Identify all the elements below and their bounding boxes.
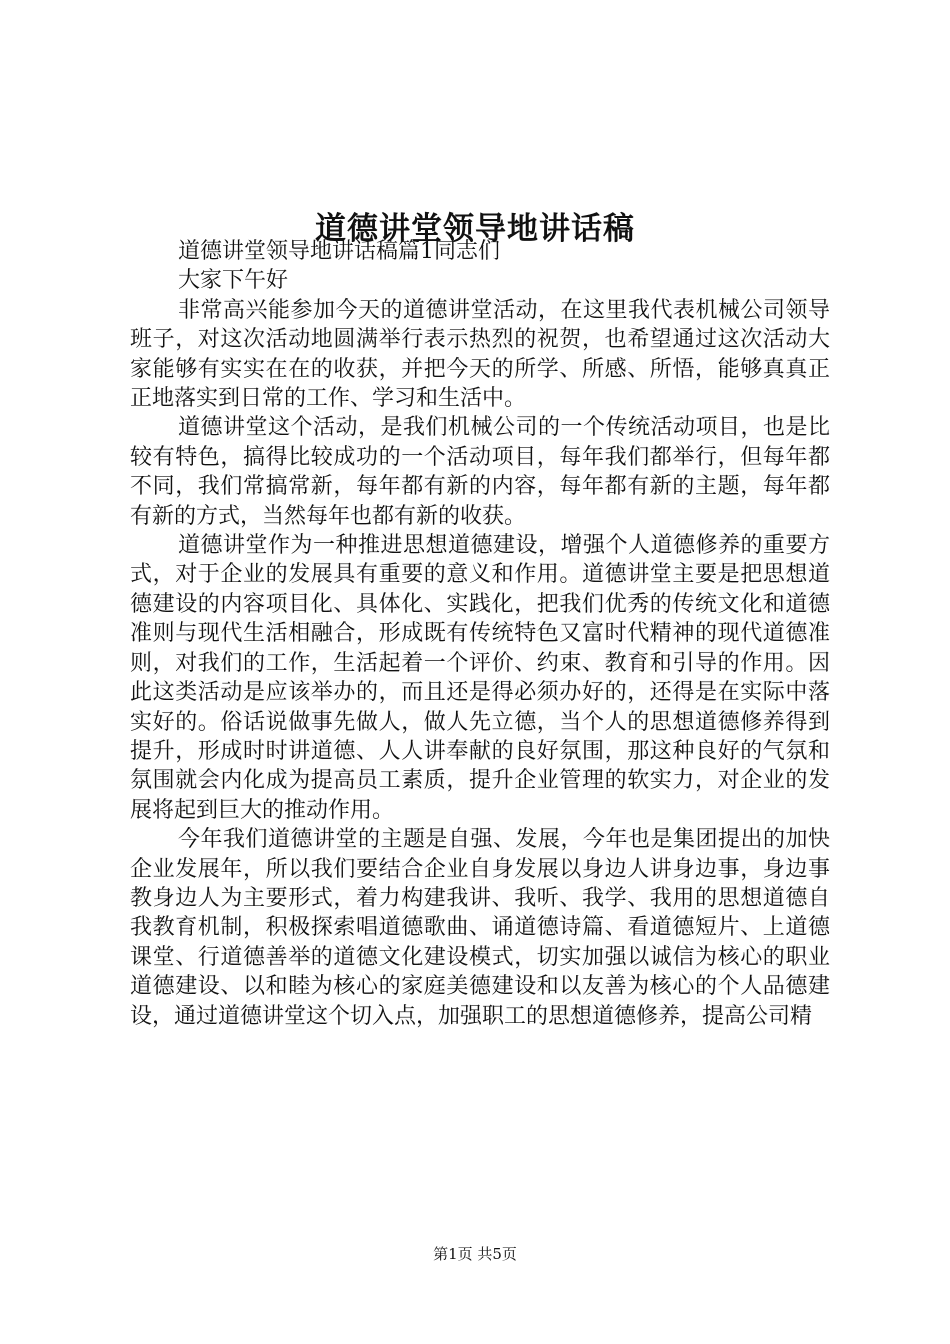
document-title: 道德讲堂领导地讲话稿 (315, 210, 635, 247)
paragraph-3: 道德讲堂作为一种推进思想道德建设，增强个人道德修养的重要方式，对于企业的发展具有重要的意义和作用。道德讲堂主要是把思想道德建设的内容项目化、具体化、实践化，把我们优秀的传统文化和道德准则与现代生活相融合，形成既有传统特色又富时代精神的现代道德准则，对我们的工作，生活起着一个评价、约束、教育和引导的作用。因此这类活动是应该举办的，而且还是得必须办好的，还得是在实际中落实好的。俗话说做事先做人，做人先立德，当个人的思想道德修养得到提升，形成时时讲道德、人人讲奉献的良好氛围，那这种良好的气氛和氛围就会内化成为提高员工素质，提升企业管理的软实力，对企业的发展将起到巨大的推动作用。 (130, 533, 830, 823)
paragraph-1: 非常高兴能参加今天的道德讲堂活动，在这里我代表机械公司领导班子，对这次活动地圆满举行表示热烈的祝贺，也希望通过这次活动大家能够有实实在在的收获，并把今天的所学、所感、所悟，能够真真正正地落实到日常的工作、学习和生活中。 (130, 297, 830, 412)
paragraph-2: 道德讲堂这个活动，是我们机械公司的一个传统活动项目，也是比较有特色，搞得比较成功的一个活动项目，每年我们都举行，但每年都不同，我们常搞常新，每年都有新的内容，每年都有新的主题，每年都有新的方式，当然每年也都有新的收获。 (130, 415, 830, 529)
paragraph-4: 今年我们道德讲堂的主题是自强、发展，今年也是集团提出的加快企业发展年，所以我们要结合企业自身发展以身边人讲身边事，身边事教身边人为主要形式，着力构建我讲、我听、我学、我用的思想道德自我教育机制，积极探索唱道德歌曲、诵道德诗篇、看道德短片、上道德课堂、行道德善举的道德文化建设模式，切实加强以诚信为核心的职业道德建设、以和睦为核心的家庭美德建设和以友善为核心的个人品德建设，通过道德讲堂这个切入点，加强职工的思想道德修养，提高公司精 (130, 827, 830, 1029)
page-footer: 第1页 共5页 (433, 1245, 517, 1263)
paragraph-greeting-1: 道德讲堂领导地讲话稿篇1同志们 (178, 239, 500, 264)
document-body (130, 237, 830, 1031)
paragraph-greeting-2: 大家下午好 (178, 268, 289, 294)
